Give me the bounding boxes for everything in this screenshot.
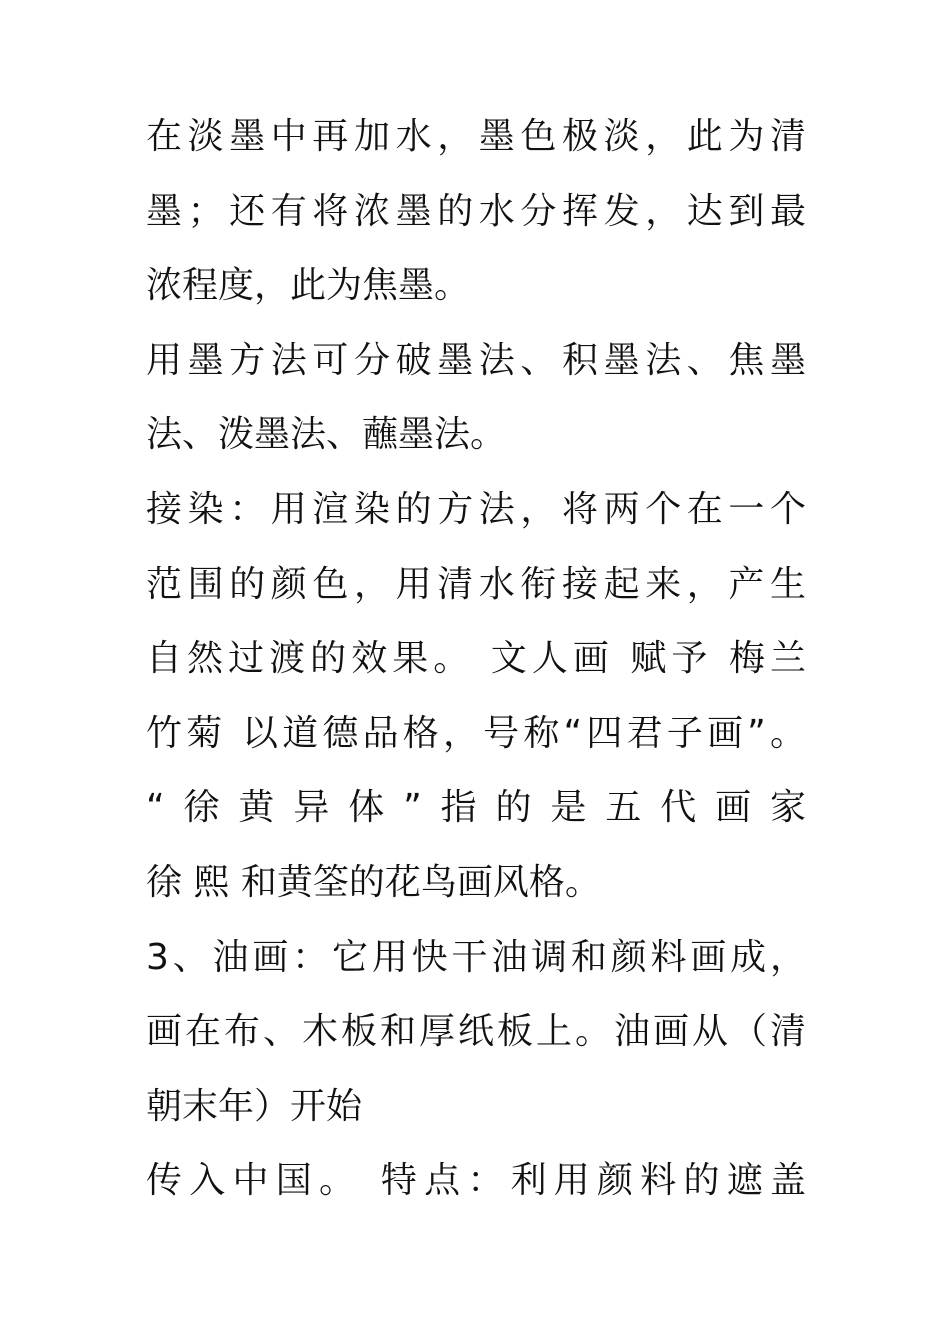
document-text-body	[146, 100, 806, 1219]
text-line: 范围的颜色，用清水衔接起来，产生	[146, 563, 806, 605]
text-line: 画在布、木板和厚纸板上。油画从（清	[146, 1011, 806, 1053]
text-line: 徐 熙 和黄筌的花鸟画风格。	[146, 861, 601, 903]
text-line: 法、泼墨法、蘸墨法。	[146, 414, 507, 456]
text-line: 竹菊 以道德品格，号称“四君子画”。	[146, 712, 806, 754]
text-line: 自然过渡的效果。 文人画 赋予 梅兰	[146, 638, 806, 680]
text-line: 墨；还有将浓墨的水分挥发，达到最	[146, 190, 806, 232]
text-line: 在淡墨中再加水，墨色极淡，此为清	[146, 116, 806, 157]
text-line: 浓程度，此为焦墨。	[146, 265, 471, 307]
text-line: “徐黄异体”指的是五代画家	[146, 787, 806, 829]
text-line: 用墨方法可分破墨法、积墨法、焦墨	[146, 339, 806, 381]
text-line: 3、油画：它用快干油调和颜料画成，	[146, 936, 806, 978]
text-line: 朝末年）开始	[146, 1085, 363, 1127]
text-line: 传入中国。 特点：利用颜料的遮盖	[146, 1160, 806, 1202]
text-line: 接染：用渲染的方法，将两个在一个	[146, 488, 806, 530]
